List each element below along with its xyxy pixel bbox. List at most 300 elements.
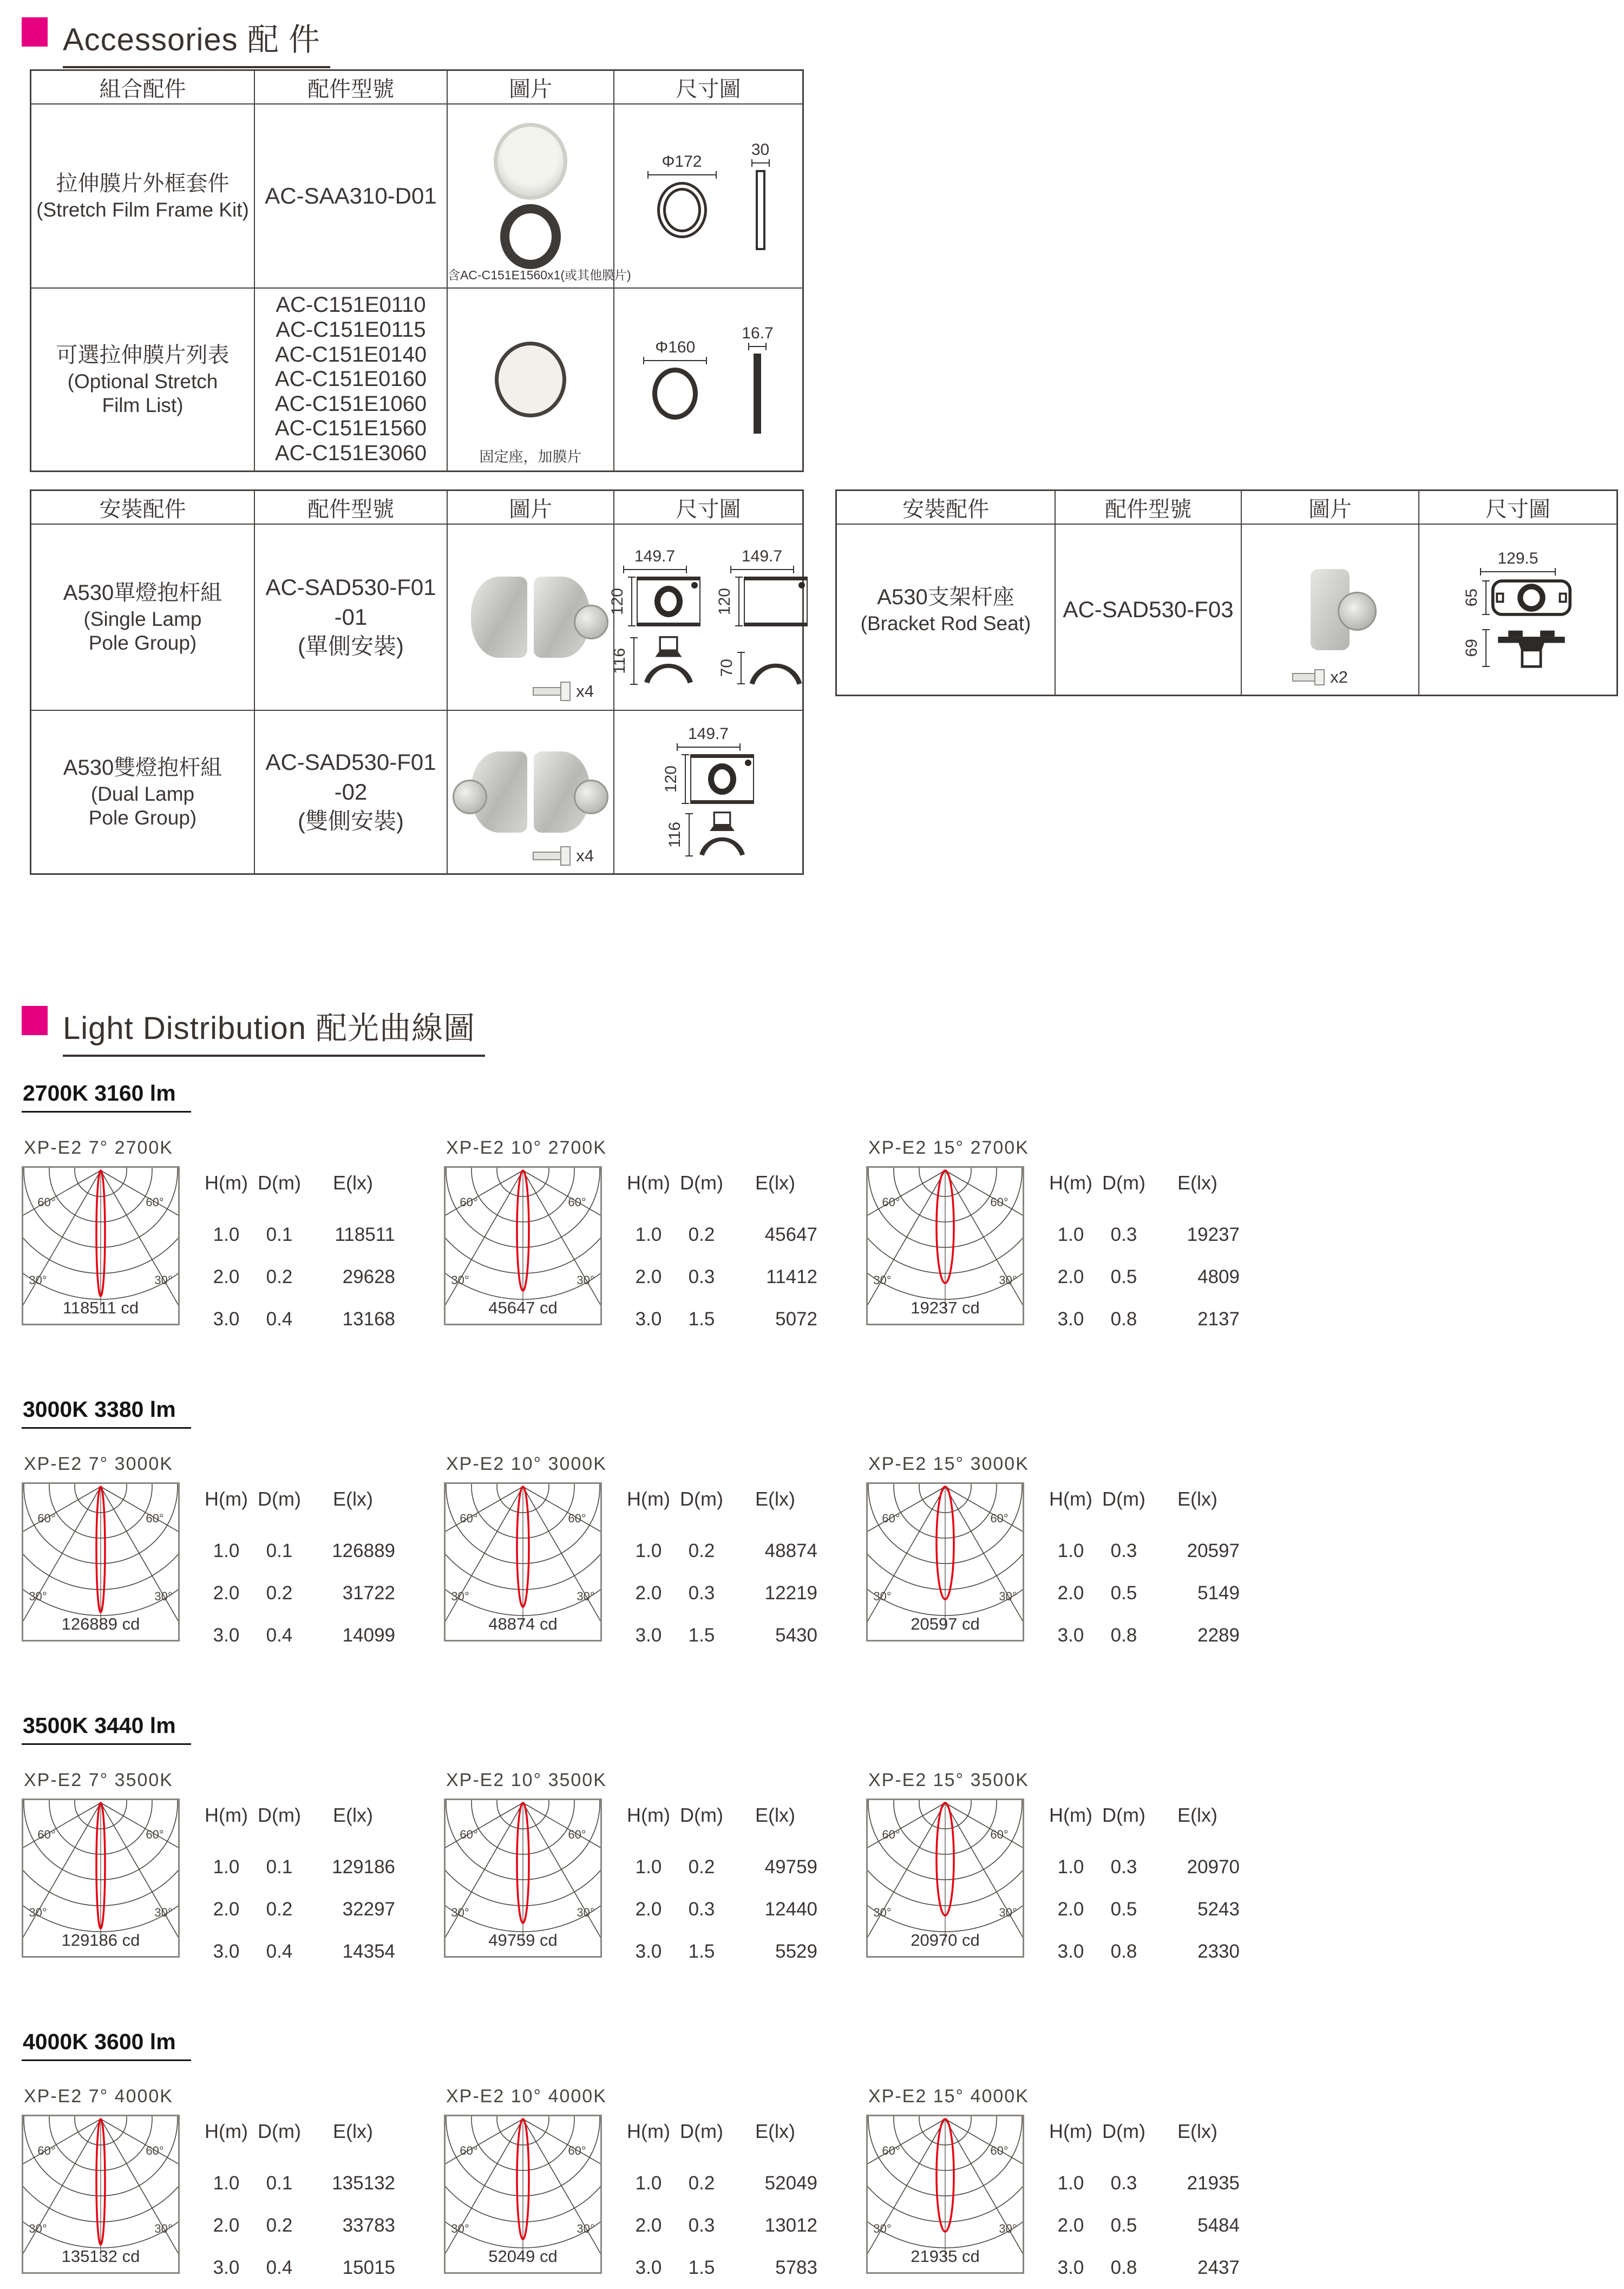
lux-value: 20970 <box>1187 1856 1240 1878</box>
height-value: 2.0 <box>1057 1582 1084 1604</box>
angle-label: 30° <box>577 1590 595 1603</box>
diameter-value: 0.2 <box>688 1856 715 1878</box>
part-number-cell <box>255 289 448 470</box>
illuminance-column-header: D(m) <box>680 1172 723 1194</box>
height-value: 2.0 <box>213 1899 240 1920</box>
angle-label: 30° <box>999 1273 1017 1287</box>
illuminance-column-header: D(m) <box>258 2120 301 2142</box>
accessory-name-cell <box>31 711 255 873</box>
diameter-value: 0.5 <box>1110 2215 1137 2236</box>
illuminance-column-header: H(m) <box>205 1172 248 1194</box>
dimension-label: 30 <box>751 141 770 159</box>
polar-distribution-chart <box>444 1799 602 1958</box>
cct-lumen-label: 2700K 3160 lm <box>22 1081 191 1113</box>
angle-label: 60° <box>460 1828 478 1841</box>
distribution-unit <box>444 1770 866 1973</box>
distribution-group <box>22 1397 1602 1657</box>
angle-label: 30° <box>154 1273 173 1287</box>
diameter-value: 1.5 <box>688 1625 715 1646</box>
diameter-value: 0.3 <box>1110 2173 1137 2194</box>
lux-value: 52049 <box>764 2173 817 2194</box>
angle-label: 30° <box>451 2222 469 2235</box>
dimension-label: 16.7 <box>742 324 774 342</box>
part-number: -01 <box>334 604 368 630</box>
illuminance-column-header: H(m) <box>627 1804 670 1826</box>
diameter-value: 0.3 <box>688 1266 715 1287</box>
clamp-arc-figure <box>719 650 806 686</box>
distribution-chart-title: XP-E2 10° 3500K <box>446 1770 607 1790</box>
light-distribution-section <box>22 1003 1602 2289</box>
accent-square-icon <box>22 17 48 47</box>
lux-value: 129186 <box>332 1856 395 1878</box>
diameter-value: 0.3 <box>688 1582 715 1604</box>
distribution-chart-title: XP-E2 10° 2700K <box>446 1137 607 1158</box>
peak-candela-label: 126889 cd <box>61 1614 140 1633</box>
distribution-chart-title: XP-E2 7° 2700K <box>24 1137 173 1158</box>
polar-distribution-chart <box>866 2115 1024 2274</box>
lux-value: 135132 <box>332 2173 395 2194</box>
illuminance-table <box>624 1168 821 1340</box>
diameter-value: 0.4 <box>266 1309 293 1330</box>
distribution-row <box>22 2086 1602 2289</box>
accessory-name-cell <box>31 104 255 289</box>
lux-value: 5529 <box>775 1941 817 1962</box>
height-value: 1.0 <box>635 2173 662 2194</box>
illuminance-column-header: D(m) <box>680 1488 723 1510</box>
diameter-value: 0.8 <box>1110 1625 1137 1646</box>
part-number-cell <box>255 525 448 711</box>
distribution-unit <box>866 1770 1288 1973</box>
angle-label: 30° <box>999 2222 1017 2235</box>
angle-label: 60° <box>460 2144 478 2157</box>
light-section-title: Light Distribution 配光曲線圖 <box>63 1003 485 1057</box>
dimension-cell <box>614 104 802 289</box>
illuminance-column-header: H(m) <box>627 2120 670 2142</box>
accessory-name-en: (Dual Lamp Pole Group) <box>88 782 197 829</box>
angle-label: 30° <box>873 1906 892 1919</box>
height-value: 3.0 <box>213 1625 240 1646</box>
lux-value: 48874 <box>764 1540 817 1561</box>
illuminance-column-header: D(m) <box>1102 1804 1145 1826</box>
column-header: 圖片 <box>448 491 614 525</box>
distribution-group <box>22 2029 1602 2289</box>
diameter-value: 0.5 <box>1110 1582 1137 1604</box>
distribution-unit <box>22 1454 444 1657</box>
illuminance-table <box>624 1484 821 1657</box>
part-number: AC-SAD530-F01 <box>265 574 436 600</box>
illuminance-column-header: D(m) <box>258 1488 301 1510</box>
screw-icon <box>533 846 594 866</box>
cct-lumen-label: 4000K 3600 lm <box>22 2029 191 2061</box>
illuminance-column-header: D(m) <box>258 1804 301 1826</box>
diameter-value: 0.2 <box>688 1540 715 1561</box>
distribution-group <box>22 1713 1602 1973</box>
part-number-cell <box>255 711 448 873</box>
distribution-chart-title: XP-E2 15° 3000K <box>868 1454 1029 1474</box>
bar-outline-diagram <box>756 170 765 250</box>
height-value: 2.0 <box>213 1582 240 1604</box>
distribution-chart-body <box>22 1166 444 1340</box>
peak-candela-label: 48874 cd <box>488 1614 558 1633</box>
mount-accessories-table <box>30 489 804 875</box>
diameter-value: 0.8 <box>1110 1941 1137 1962</box>
height-value: 2.0 <box>1057 2215 1084 2236</box>
illuminance-column-header: E(lx) <box>1177 1804 1217 1826</box>
illuminance-column-header: E(lx) <box>755 1804 795 1826</box>
distribution-chart-body <box>444 1482 866 1657</box>
dimension-label: 120 <box>715 587 734 616</box>
diameter-value: 0.1 <box>266 2173 293 2194</box>
lux-value: 13012 <box>764 2215 817 2236</box>
height-value: 1.0 <box>213 2173 240 2194</box>
height-value: 3.0 <box>1057 1941 1084 1962</box>
illuminance-column-header: H(m) <box>1049 1172 1092 1194</box>
height-value: 3.0 <box>213 1309 240 1330</box>
column-header: 安裝配件 <box>837 491 1056 525</box>
distribution-chart-body <box>444 1799 866 1973</box>
height-value: 3.0 <box>635 1941 662 1962</box>
illuminance-column-header: H(m) <box>627 1172 670 1194</box>
illuminance-table <box>201 1801 398 1973</box>
lux-value: 32297 <box>342 1899 395 1920</box>
angle-label: 30° <box>873 1273 892 1287</box>
lux-value: 11412 <box>766 1266 817 1287</box>
cct-lumen-label: 3000K 3380 lm <box>22 1397 191 1429</box>
seat-top-view-figure <box>1464 551 1572 617</box>
column-header: 尺寸圖 <box>614 491 802 525</box>
lux-value: 5783 <box>775 2257 817 2278</box>
clamp-front-view-figure <box>612 636 698 686</box>
seat-side-view-figure <box>1464 627 1572 669</box>
diameter-dimension-figure <box>643 339 707 420</box>
clamp-top-view-figure <box>717 548 808 626</box>
dimension-cell <box>1419 525 1616 695</box>
accessories-section-header <box>22 14 330 68</box>
seat-plate-diagram <box>1491 579 1572 617</box>
illuminance-column-header: D(m) <box>1102 2120 1145 2142</box>
accessories-section-title: Accessories 配 件 <box>63 14 330 68</box>
distribution-chart-title: XP-E2 10° 3000K <box>446 1454 607 1474</box>
diameter-value: 0.2 <box>688 2173 715 2194</box>
accessory-name-zh: A530雙燈抱杆組 <box>63 755 222 780</box>
frame-ring-photo <box>494 123 567 200</box>
illuminance-column-header: E(lx) <box>333 1804 373 1826</box>
angle-label: 30° <box>154 2222 173 2235</box>
diameter-value: 1.5 <box>688 2257 715 2278</box>
lux-value: 19237 <box>1187 1224 1240 1245</box>
accessory-name-en: (Bracket Rod Seat) <box>860 612 1031 635</box>
height-value: 2.0 <box>1057 1899 1084 1920</box>
photo-caption: 含AC-C151E1560x1(或其他膜片) <box>448 268 631 282</box>
peak-candela-label: 129186 cd <box>61 1931 140 1950</box>
distribution-chart-body <box>866 2115 1288 2289</box>
angle-label: 30° <box>999 1906 1017 1919</box>
distribution-chart-body <box>866 1482 1288 1657</box>
angle-label: 60° <box>37 1512 56 1525</box>
distribution-row <box>22 1770 1602 1973</box>
height-value: 2.0 <box>635 1899 662 1920</box>
diameter-value: 0.3 <box>688 2215 715 2236</box>
height-value: 3.0 <box>213 2257 240 2278</box>
accent-square-icon <box>22 1006 48 1035</box>
distribution-unit <box>22 1770 444 1973</box>
illuminance-table <box>201 2117 398 2289</box>
cct-lumen-label: 3500K 3440 lm <box>22 1713 191 1745</box>
illuminance-column-header: E(lx) <box>755 2120 795 2142</box>
dimension-label: 120 <box>662 765 680 793</box>
illuminance-table <box>1046 1801 1243 1973</box>
accessory-name-zh: A530單燈抱杆組 <box>63 580 222 605</box>
illuminance-table <box>1046 2117 1243 2289</box>
accessory-name-en: (Optional Stretch Film List) <box>67 370 218 416</box>
illuminance-column-header: D(m) <box>1102 1172 1145 1194</box>
angle-label: 30° <box>873 1590 892 1603</box>
angle-label: 30° <box>451 1906 469 1919</box>
dimension-label: 149.7 <box>741 547 783 565</box>
illuminance-column-header: E(lx) <box>755 1172 795 1194</box>
lux-value: 5072 <box>775 1309 817 1330</box>
angle-label: 60° <box>37 1195 56 1209</box>
ring-outline-diagram <box>657 182 707 238</box>
height-value: 3.0 <box>635 1309 662 1330</box>
diameter-value: 0.3 <box>1110 1856 1137 1878</box>
part-number: AC-SAD530-F03 <box>1063 596 1234 622</box>
diameter-dimension-figure <box>647 154 717 238</box>
accessory-name-cell <box>837 525 1056 695</box>
illuminance-column-header: E(lx) <box>755 1488 795 1510</box>
diameter-value: 0.2 <box>266 1266 293 1287</box>
peak-candela-label: 20970 cd <box>911 1931 980 1950</box>
distribution-chart-title: XP-E2 15° 4000K <box>868 2086 1029 2107</box>
bracket-seat-photo <box>1311 569 1350 650</box>
illuminance-table <box>201 1168 398 1340</box>
illuminance-table <box>1046 1168 1243 1340</box>
lux-value: 14354 <box>342 1941 395 1962</box>
height-value: 1.0 <box>1057 1540 1084 1561</box>
distribution-unit <box>866 1454 1288 1657</box>
part-number: AC-C151E0110 <box>276 293 426 317</box>
illuminance-column-header: E(lx) <box>1177 2120 1217 2142</box>
clamp-port <box>574 605 608 639</box>
lux-value: 13168 <box>342 1309 395 1330</box>
height-value: 3.0 <box>1057 1625 1084 1646</box>
screw-count: x2 <box>1330 668 1348 686</box>
angle-label: 30° <box>29 1906 47 1919</box>
illuminance-column-header: D(m) <box>680 1804 723 1826</box>
distribution-chart-title: XP-E2 10° 4000K <box>446 2086 607 2107</box>
distribution-unit <box>444 2086 866 2289</box>
illuminance-column-header: D(m) <box>680 2120 723 2142</box>
illuminance-column-header: E(lx) <box>333 2120 373 2142</box>
accessory-name-en: (Stretch Film Frame Kit) <box>36 198 249 221</box>
clamp-top-view-figure <box>610 548 700 626</box>
distribution-chart-body <box>444 2115 866 2289</box>
polar-distribution-chart <box>22 1799 180 1958</box>
column-header: 尺寸圖 <box>1419 491 1616 525</box>
angle-label: 60° <box>568 1512 586 1525</box>
diameter-value: 1.5 <box>688 1309 715 1330</box>
distribution-chart-title: XP-E2 7° 3500K <box>24 1770 173 1790</box>
diameter-value: 0.3 <box>688 1899 715 1920</box>
lux-value: 20597 <box>1187 1540 1240 1561</box>
photo-cell <box>448 289 614 470</box>
angle-label: 30° <box>154 1590 173 1603</box>
illuminance-column-header: E(lx) <box>1177 1172 1217 1194</box>
diameter-value: 1.5 <box>688 1941 715 1962</box>
illuminance-column-header: H(m) <box>627 1488 670 1510</box>
lux-value: 29628 <box>342 1266 395 1287</box>
arch-diagram <box>746 650 806 686</box>
film-disc-photo <box>495 342 566 417</box>
lux-value: 49759 <box>764 1856 817 1878</box>
lux-value: 5243 <box>1197 1899 1240 1920</box>
pole-clamp-photo <box>471 751 590 833</box>
illuminance-column-header: H(m) <box>1049 1804 1092 1826</box>
angle-label: 60° <box>460 1512 478 1525</box>
angle-label: 60° <box>568 1195 586 1209</box>
seat-side-diagram <box>1491 627 1572 669</box>
accessory-name-en: (Single Lamp Pole Group) <box>83 607 202 654</box>
angle-label: 60° <box>990 1195 1009 1209</box>
angle-label: 60° <box>990 1828 1009 1841</box>
diameter-value: 0.1 <box>266 1540 293 1561</box>
screw-icon <box>1292 668 1348 687</box>
height-value: 2.0 <box>635 1266 662 1287</box>
lux-value: 5149 <box>1197 1582 1240 1604</box>
arch-diagram <box>694 812 750 858</box>
height-value: 2.0 <box>1057 1266 1084 1287</box>
angle-label: 30° <box>999 1590 1017 1603</box>
dimension-label: 70 <box>717 659 736 677</box>
angle-label: 30° <box>451 1273 469 1287</box>
lux-value: 118511 <box>335 1224 395 1245</box>
illuminance-column-header: H(m) <box>1049 2120 1092 2142</box>
dimension-label: 65 <box>1463 588 1481 607</box>
peak-candela-label: 20597 cd <box>911 1614 980 1633</box>
distribution-groups <box>22 1081 1602 2289</box>
dimension-label: 129.5 <box>1497 550 1538 567</box>
bracket-seat-table <box>835 489 1618 696</box>
polar-distribution-chart <box>444 2115 602 2274</box>
diameter-value: 0.2 <box>266 2215 293 2236</box>
lux-value: 126889 <box>332 1540 395 1561</box>
dimension-cell <box>608 525 802 711</box>
peak-candela-label: 118511 cd <box>62 1298 139 1317</box>
distribution-unit <box>866 1137 1288 1340</box>
accessory-name-zh: 可選拉伸膜片列表 <box>56 343 230 367</box>
distribution-chart-title: XP-E2 15° 3500K <box>868 1770 1029 1790</box>
dimension-label: 116 <box>665 822 684 848</box>
lux-value: 2330 <box>1197 1941 1240 1962</box>
distribution-chart-body <box>22 1482 444 1657</box>
distribution-row <box>22 1137 1602 1340</box>
diameter-value: 0.1 <box>266 1224 293 1245</box>
dimension-cell <box>614 289 802 470</box>
dimension-label: 149.7 <box>634 547 676 565</box>
diameter-value: 0.3 <box>1110 1540 1137 1561</box>
diameter-value: 0.8 <box>1110 2257 1137 2278</box>
lux-value: 2289 <box>1197 1625 1240 1646</box>
peak-candela-label: 21935 cd <box>911 2247 980 2266</box>
part-number-note: (雙側安裝) <box>298 808 404 834</box>
angle-label: 60° <box>146 1512 164 1525</box>
diameter-value: 0.3 <box>1110 1224 1137 1245</box>
height-value: 1.0 <box>635 1540 662 1561</box>
accessory-name-zh: 拉伸膜片外框套件 <box>56 171 230 195</box>
angle-label: 60° <box>882 2144 900 2157</box>
lux-value: 15015 <box>342 2257 395 2278</box>
accessory-name-cell <box>31 525 255 711</box>
lux-value: 31722 <box>342 1582 395 1604</box>
distribution-unit <box>22 2086 444 2289</box>
height-value: 1.0 <box>635 1856 662 1878</box>
column-header: 安裝配件 <box>31 491 255 525</box>
clamp-port <box>453 780 487 814</box>
polar-distribution-chart <box>22 1166 180 1325</box>
angle-label: 60° <box>146 1195 164 1209</box>
peak-candela-label: 19237 cd <box>911 1298 980 1317</box>
part-number: AC-C151E3060 <box>274 441 427 465</box>
dimension-cell <box>614 711 802 873</box>
photo-cell <box>448 711 614 873</box>
dimension-label: 149.7 <box>687 725 729 743</box>
diameter-value: 0.2 <box>266 1582 293 1604</box>
part-number: AC-C151E0160 <box>274 367 427 391</box>
screw-count: x4 <box>576 846 594 865</box>
illuminance-table <box>1046 1484 1243 1657</box>
distribution-unit <box>444 1137 866 1340</box>
angle-label: 60° <box>990 2144 1009 2157</box>
angle-label: 60° <box>146 1828 164 1841</box>
column-header: 尺寸圖 <box>614 71 802 104</box>
illuminance-table <box>624 2117 821 2289</box>
height-value: 3.0 <box>635 1625 662 1646</box>
height-value: 1.0 <box>213 1224 240 1245</box>
bar-diagram <box>754 354 761 434</box>
diameter-value: 0.4 <box>266 2257 293 2278</box>
column-header: 圖片 <box>448 71 614 104</box>
peak-candela-label: 135132 cd <box>61 2247 140 2266</box>
angle-label: 60° <box>37 2144 56 2157</box>
lux-value: 14099 <box>342 1625 395 1646</box>
diameter-value: 0.5 <box>1110 1266 1137 1287</box>
part-number: AC-C151E0140 <box>274 342 427 367</box>
height-value: 1.0 <box>213 1856 240 1878</box>
column-header: 配件型號 <box>1056 491 1242 525</box>
diameter-value: 0.2 <box>266 1899 293 1920</box>
diameter-value: 0.5 <box>1110 1899 1137 1920</box>
distribution-chart-title: XP-E2 7° 4000K <box>24 2086 173 2107</box>
accessory-name-cell <box>31 289 255 470</box>
column-header: 圖片 <box>1242 491 1419 525</box>
distribution-group <box>22 1081 1602 1340</box>
lux-value: 5484 <box>1197 2215 1240 2236</box>
arch-diagram <box>639 636 698 686</box>
illuminance-column-header: H(m) <box>205 2120 248 2142</box>
column-header: 組合配件 <box>31 71 255 104</box>
height-value: 1.0 <box>1057 1856 1084 1878</box>
polar-distribution-chart <box>22 1482 180 1641</box>
clamp-port <box>574 780 608 814</box>
height-value: 3.0 <box>635 2257 662 2278</box>
diameter-value: 0.8 <box>1110 1309 1137 1330</box>
distribution-chart-body <box>444 1166 866 1340</box>
dimension-label: 116 <box>610 648 628 674</box>
polar-distribution-chart <box>22 2115 180 2274</box>
height-value: 3.0 <box>1057 1309 1084 1330</box>
angle-label: 30° <box>873 2222 892 2235</box>
ring-outline-diagram <box>652 368 698 420</box>
